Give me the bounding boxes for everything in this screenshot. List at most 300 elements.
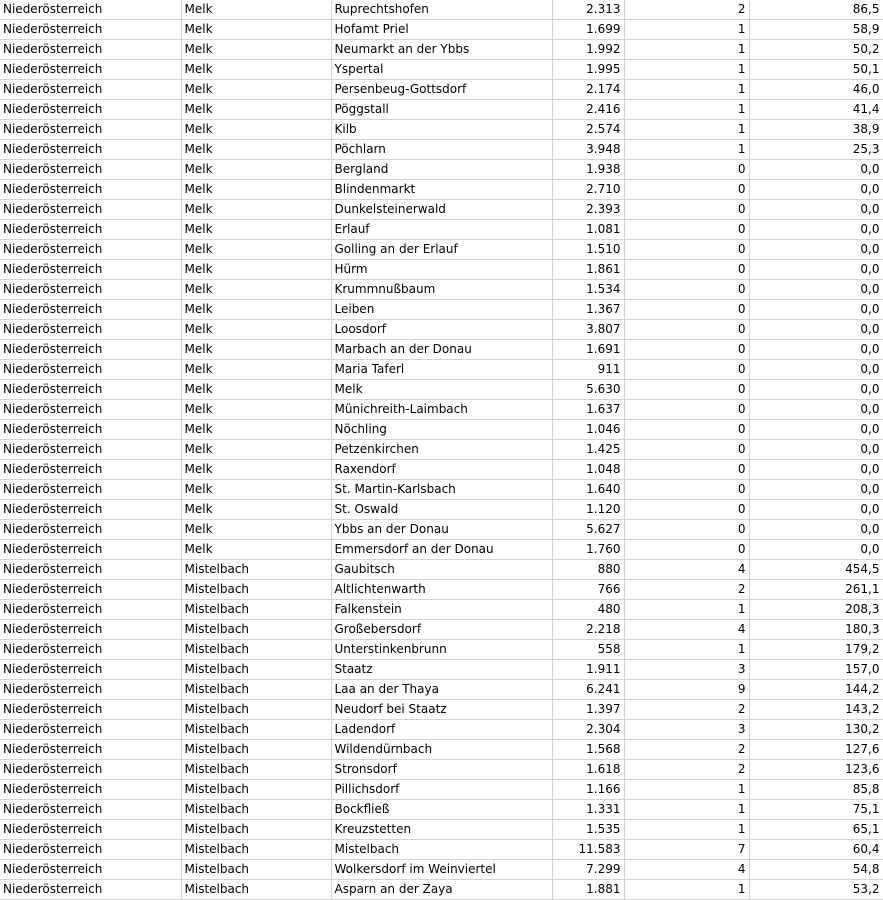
state-cell[interactable]: Niederösterreich	[0, 460, 181, 480]
table-row	[0, 340, 883, 360]
municipality-cell[interactable]: Hofamt Priel	[331, 20, 552, 40]
state-cell[interactable]: Niederösterreich	[0, 260, 181, 280]
district-cell[interactable]: Mistelbach	[181, 720, 331, 740]
state-cell[interactable]: Niederösterreich	[0, 180, 181, 200]
count-cell[interactable]: 0	[624, 360, 749, 380]
table-row	[0, 160, 883, 180]
count-cell[interactable]: 2	[624, 700, 749, 720]
count-cell[interactable]: 1	[624, 120, 749, 140]
state-cell[interactable]: Niederösterreich	[0, 0, 181, 20]
population-cell[interactable]: 7.299	[552, 860, 624, 880]
state-cell[interactable]: Niederösterreich	[0, 140, 181, 160]
table-row	[0, 580, 883, 600]
municipality-cell[interactable]: Krummnußbaum	[331, 280, 552, 300]
table-row	[0, 500, 883, 520]
table-row	[0, 220, 883, 240]
state-cell[interactable]: Niederösterreich	[0, 600, 181, 620]
municipality-cell[interactable]: Neudorf bei Staatz	[331, 700, 552, 720]
municipality-cell[interactable]: Dunkelsteinerwald	[331, 200, 552, 220]
state-cell[interactable]: Niederösterreich	[0, 520, 181, 540]
state-cell[interactable]: Niederösterreich	[0, 220, 181, 240]
district-cell[interactable]: Mistelbach	[181, 760, 331, 780]
district-cell[interactable]: Melk	[181, 240, 331, 260]
rate-cell[interactable]: 53,2	[749, 880, 883, 900]
district-cell[interactable]: Mistelbach	[181, 840, 331, 860]
municipality-cell[interactable]: Kreuzstetten	[331, 820, 552, 840]
population-cell[interactable]: 1.425	[552, 440, 624, 460]
state-cell[interactable]: Niederösterreich	[0, 120, 181, 140]
population-cell[interactable]: 2.218	[552, 620, 624, 640]
count-cell[interactable]: 0	[624, 380, 749, 400]
count-cell[interactable]: 0	[624, 260, 749, 280]
population-cell[interactable]: 2.574	[552, 120, 624, 140]
district-cell[interactable]: Melk	[181, 60, 331, 80]
count-cell[interactable]: 0	[624, 180, 749, 200]
count-cell[interactable]: 1	[624, 880, 749, 900]
municipality-cell[interactable]: Marbach an der Donau	[331, 340, 552, 360]
rate-cell[interactable]: 0,0	[749, 200, 883, 220]
municipality-cell[interactable]: Petzenkirchen	[331, 440, 552, 460]
municipality-cell[interactable]: Unterstinkenbrunn	[331, 640, 552, 660]
state-cell[interactable]: Niederösterreich	[0, 880, 181, 900]
population-cell[interactable]: 2.304	[552, 720, 624, 740]
municipality-cell[interactable]: St. Oswald	[331, 500, 552, 520]
municipality-cell[interactable]: Emmersdorf an der Donau	[331, 540, 552, 560]
population-cell[interactable]: 1.938	[552, 160, 624, 180]
population-cell[interactable]: 1.510	[552, 240, 624, 260]
population-cell[interactable]: 11.583	[552, 840, 624, 860]
state-cell[interactable]: Niederösterreich	[0, 60, 181, 80]
district-cell[interactable]: Melk	[181, 540, 331, 560]
state-cell[interactable]: Niederösterreich	[0, 320, 181, 340]
count-cell[interactable]: 0	[624, 220, 749, 240]
population-cell[interactable]: 6.241	[552, 680, 624, 700]
rate-cell[interactable]: 85,8	[749, 780, 883, 800]
table-row	[0, 200, 883, 220]
rate-cell[interactable]: 0,0	[749, 360, 883, 380]
rate-cell[interactable]: 0,0	[749, 320, 883, 340]
rate-cell[interactable]: 208,3	[749, 600, 883, 620]
count-cell[interactable]: 0	[624, 340, 749, 360]
count-cell[interactable]: 2	[624, 580, 749, 600]
count-cell[interactable]: 1	[624, 640, 749, 660]
state-cell[interactable]: Niederösterreich	[0, 340, 181, 360]
rate-cell[interactable]: 179,2	[749, 640, 883, 660]
table-row	[0, 380, 883, 400]
district-cell[interactable]: Melk	[181, 460, 331, 480]
count-cell[interactable]: 1	[624, 60, 749, 80]
state-cell[interactable]: Niederösterreich	[0, 860, 181, 880]
district-cell[interactable]: Melk	[181, 0, 331, 20]
district-cell[interactable]: Melk	[181, 260, 331, 280]
state-cell[interactable]: Niederösterreich	[0, 660, 181, 680]
population-cell[interactable]: 480	[552, 600, 624, 620]
municipality-cell[interactable]: Pillichsdorf	[331, 780, 552, 800]
district-cell[interactable]: Mistelbach	[181, 800, 331, 820]
district-cell[interactable]: Mistelbach	[181, 860, 331, 880]
district-cell[interactable]: Melk	[181, 280, 331, 300]
table-row	[0, 700, 883, 720]
municipality-cell[interactable]: Pöggstall	[331, 100, 552, 120]
count-cell[interactable]: 9	[624, 680, 749, 700]
rate-cell[interactable]: 0,0	[749, 340, 883, 360]
state-cell[interactable]: Niederösterreich	[0, 360, 181, 380]
population-cell[interactable]: 1.568	[552, 740, 624, 760]
rate-cell[interactable]: 130,2	[749, 720, 883, 740]
population-cell[interactable]: 2.393	[552, 200, 624, 220]
table-row	[0, 460, 883, 480]
count-cell[interactable]: 1	[624, 780, 749, 800]
population-cell[interactable]: 2.710	[552, 180, 624, 200]
rate-cell[interactable]: 261,1	[749, 580, 883, 600]
state-cell[interactable]: Niederösterreich	[0, 700, 181, 720]
count-cell[interactable]: 4	[624, 560, 749, 580]
rate-cell[interactable]: 0,0	[749, 520, 883, 540]
table-row	[0, 400, 883, 420]
count-cell[interactable]: 0	[624, 160, 749, 180]
rate-cell[interactable]: 0,0	[749, 160, 883, 180]
municipality-cell[interactable]: Ruprechtshofen	[331, 0, 552, 20]
state-cell[interactable]: Niederösterreich	[0, 780, 181, 800]
count-cell[interactable]: 0	[624, 400, 749, 420]
count-cell[interactable]: 2	[624, 740, 749, 760]
count-cell[interactable]: 1	[624, 800, 749, 820]
count-cell[interactable]: 1	[624, 140, 749, 160]
district-cell[interactable]: Mistelbach	[181, 600, 331, 620]
municipality-cell[interactable]: Ybbs an der Donau	[331, 520, 552, 540]
district-cell[interactable]: Melk	[181, 480, 331, 500]
population-cell[interactable]: 2.174	[552, 80, 624, 100]
municipality-cell[interactable]: St. Martin-Karlsbach	[331, 480, 552, 500]
state-cell[interactable]: Niederösterreich	[0, 680, 181, 700]
count-cell[interactable]: 0	[624, 460, 749, 480]
population-cell[interactable]: 1.992	[552, 40, 624, 60]
district-cell[interactable]: Melk	[181, 360, 331, 380]
table-row	[0, 180, 883, 200]
table-row	[0, 120, 883, 140]
rate-cell[interactable]: 0,0	[749, 180, 883, 200]
state-cell[interactable]: Niederösterreich	[0, 280, 181, 300]
count-cell[interactable]: 3	[624, 720, 749, 740]
count-cell[interactable]: 0	[624, 320, 749, 340]
state-cell[interactable]: Niederösterreich	[0, 760, 181, 780]
rate-cell[interactable]: 50,2	[749, 40, 883, 60]
municipality-cell[interactable]: Blindenmarkt	[331, 180, 552, 200]
district-cell[interactable]: Mistelbach	[181, 620, 331, 640]
population-cell[interactable]: 911	[552, 360, 624, 380]
district-cell[interactable]: Mistelbach	[181, 780, 331, 800]
state-cell[interactable]: Niederösterreich	[0, 800, 181, 820]
rate-cell[interactable]: 123,6	[749, 760, 883, 780]
rate-cell[interactable]: 144,2	[749, 680, 883, 700]
population-cell[interactable]: 2.313	[552, 0, 624, 20]
population-cell[interactable]: 1.881	[552, 880, 624, 900]
table-row	[0, 840, 883, 860]
rate-cell[interactable]: 180,3	[749, 620, 883, 640]
rate-cell[interactable]: 0,0	[749, 280, 883, 300]
population-cell[interactable]: 2.416	[552, 100, 624, 120]
count-cell[interactable]: 7	[624, 840, 749, 860]
count-cell[interactable]: 0	[624, 200, 749, 220]
rate-cell[interactable]: 0,0	[749, 240, 883, 260]
district-cell[interactable]: Mistelbach	[181, 660, 331, 680]
municipality-cell[interactable]: Bergland	[331, 160, 552, 180]
table-row	[0, 660, 883, 680]
table-row	[0, 240, 883, 260]
district-cell[interactable]: Melk	[181, 400, 331, 420]
state-cell[interactable]: Niederösterreich	[0, 840, 181, 860]
municipality-cell[interactable]: Wolkersdorf im Weinviertel	[331, 860, 552, 880]
district-cell[interactable]: Melk	[181, 420, 331, 440]
population-cell[interactable]: 1.081	[552, 220, 624, 240]
municipality-cell[interactable]: Mistelbach	[331, 840, 552, 860]
population-cell[interactable]: 1.048	[552, 460, 624, 480]
state-cell[interactable]: Niederösterreich	[0, 100, 181, 120]
state-cell[interactable]: Niederösterreich	[0, 500, 181, 520]
municipality-cell[interactable]: Asparn an der Zaya	[331, 880, 552, 900]
district-cell[interactable]: Melk	[181, 220, 331, 240]
municipality-cell[interactable]: Kilb	[331, 120, 552, 140]
municipality-cell[interactable]: Melk	[331, 380, 552, 400]
count-cell[interactable]: 0	[624, 300, 749, 320]
state-cell[interactable]: Niederösterreich	[0, 300, 181, 320]
district-cell[interactable]: Melk	[181, 300, 331, 320]
rate-cell[interactable]: 0,0	[749, 480, 883, 500]
district-cell[interactable]: Mistelbach	[181, 560, 331, 580]
table-row	[0, 80, 883, 100]
population-cell[interactable]: 5.630	[552, 380, 624, 400]
district-cell[interactable]: Melk	[181, 180, 331, 200]
district-cell[interactable]: Melk	[181, 320, 331, 340]
municipality-cell[interactable]: Falkenstein	[331, 600, 552, 620]
population-cell[interactable]: 1.995	[552, 60, 624, 80]
population-cell[interactable]: 880	[552, 560, 624, 580]
district-cell[interactable]: Melk	[181, 40, 331, 60]
population-cell[interactable]: 1.861	[552, 260, 624, 280]
table-row	[0, 640, 883, 660]
district-cell[interactable]: Melk	[181, 20, 331, 40]
municipality-cell[interactable]: Persenbeug-Gottsdorf	[331, 80, 552, 100]
municipality-cell[interactable]: Erlauf	[331, 220, 552, 240]
rate-cell[interactable]: 0,0	[749, 400, 883, 420]
state-cell[interactable]: Niederösterreich	[0, 160, 181, 180]
rate-cell[interactable]: 0,0	[749, 540, 883, 560]
count-cell[interactable]: 0	[624, 480, 749, 500]
municipality-cell[interactable]: Altlichtenwarth	[331, 580, 552, 600]
count-cell[interactable]: 2	[624, 760, 749, 780]
table-row	[0, 880, 883, 900]
count-cell[interactable]: 0	[624, 420, 749, 440]
municipality-cell[interactable]: Golling an der Erlauf	[331, 240, 552, 260]
municipality-cell[interactable]: Münichreith-Laimbach	[331, 400, 552, 420]
rate-cell[interactable]: 0,0	[749, 440, 883, 460]
count-cell[interactable]: 1	[624, 820, 749, 840]
municipality-cell[interactable]: Großebersdorf	[331, 620, 552, 640]
state-cell[interactable]: Niederösterreich	[0, 560, 181, 580]
municipality-cell[interactable]: Pöchlarn	[331, 140, 552, 160]
state-cell[interactable]: Niederösterreich	[0, 540, 181, 560]
population-cell[interactable]: 1.637	[552, 400, 624, 420]
municipality-cell[interactable]: Wildendürnbach	[331, 740, 552, 760]
rate-cell[interactable]: 0,0	[749, 300, 883, 320]
municipality-cell[interactable]: Hürm	[331, 260, 552, 280]
state-cell[interactable]: Niederösterreich	[0, 240, 181, 260]
district-cell[interactable]: Mistelbach	[181, 580, 331, 600]
rate-cell[interactable]: 0,0	[749, 260, 883, 280]
count-cell[interactable]: 1	[624, 600, 749, 620]
population-cell[interactable]: 5.627	[552, 520, 624, 540]
table-row	[0, 40, 883, 60]
population-cell[interactable]: 1.331	[552, 800, 624, 820]
population-cell[interactable]: 3.948	[552, 140, 624, 160]
rate-cell[interactable]: 0,0	[749, 420, 883, 440]
district-cell[interactable]: Melk	[181, 340, 331, 360]
population-cell[interactable]: 1.535	[552, 820, 624, 840]
state-cell[interactable]: Niederösterreich	[0, 580, 181, 600]
rate-cell[interactable]: 0,0	[749, 460, 883, 480]
rate-cell[interactable]: 0,0	[749, 380, 883, 400]
population-cell[interactable]: 558	[552, 640, 624, 660]
district-cell[interactable]: Melk	[181, 200, 331, 220]
district-cell[interactable]: Mistelbach	[181, 640, 331, 660]
rate-cell[interactable]: 41,4	[749, 100, 883, 120]
district-cell[interactable]: Mistelbach	[181, 880, 331, 900]
district-cell[interactable]: Melk	[181, 440, 331, 460]
population-cell[interactable]: 1.911	[552, 660, 624, 680]
table-row	[0, 420, 883, 440]
rate-cell[interactable]: 454,5	[749, 560, 883, 580]
state-cell[interactable]: Niederösterreich	[0, 440, 181, 460]
rate-cell[interactable]: 60,4	[749, 840, 883, 860]
count-cell[interactable]: 1	[624, 100, 749, 120]
count-cell[interactable]: 3	[624, 660, 749, 680]
rate-cell[interactable]: 157,0	[749, 660, 883, 680]
district-cell[interactable]: Melk	[181, 160, 331, 180]
district-cell[interactable]: Melk	[181, 380, 331, 400]
rate-cell[interactable]: 46,0	[749, 80, 883, 100]
district-cell[interactable]: Melk	[181, 500, 331, 520]
district-cell[interactable]: Mistelbach	[181, 700, 331, 720]
count-cell[interactable]: 1	[624, 20, 749, 40]
table-row	[0, 600, 883, 620]
municipality-cell[interactable]: Neumarkt an der Ybbs	[331, 40, 552, 60]
population-cell[interactable]: 3.807	[552, 320, 624, 340]
count-cell[interactable]: 4	[624, 620, 749, 640]
municipality-cell[interactable]: Gaubitsch	[331, 560, 552, 580]
district-cell[interactable]: Melk	[181, 120, 331, 140]
table-row	[0, 320, 883, 340]
count-cell[interactable]: 0	[624, 440, 749, 460]
rate-cell[interactable]: 54,8	[749, 860, 883, 880]
municipality-cell[interactable]: Yspertal	[331, 60, 552, 80]
state-cell[interactable]: Niederösterreich	[0, 740, 181, 760]
state-cell[interactable]: Niederösterreich	[0, 40, 181, 60]
rate-cell[interactable]: 58,9	[749, 20, 883, 40]
municipality-cell[interactable]: Nöchling	[331, 420, 552, 440]
table-row	[0, 140, 883, 160]
population-cell[interactable]: 1.534	[552, 280, 624, 300]
population-cell[interactable]: 1.699	[552, 20, 624, 40]
table-row	[0, 440, 883, 460]
table-row	[0, 280, 883, 300]
table-row	[0, 820, 883, 840]
table-row	[0, 540, 883, 560]
table-row	[0, 560, 883, 580]
municipality-cell[interactable]: Stronsdorf	[331, 760, 552, 780]
municipality-cell[interactable]: Raxendorf	[331, 460, 552, 480]
count-cell[interactable]: 4	[624, 860, 749, 880]
state-cell[interactable]: Niederösterreich	[0, 620, 181, 640]
count-cell[interactable]: 1	[624, 40, 749, 60]
population-cell[interactable]: 1.046	[552, 420, 624, 440]
rate-cell[interactable]: 0,0	[749, 500, 883, 520]
state-cell[interactable]: Niederösterreich	[0, 420, 181, 440]
rate-cell[interactable]: 86,5	[749, 0, 883, 20]
count-cell[interactable]: 0	[624, 520, 749, 540]
municipality-cell[interactable]: Leiben	[331, 300, 552, 320]
count-cell[interactable]: 0	[624, 280, 749, 300]
district-cell[interactable]: Mistelbach	[181, 740, 331, 760]
count-cell[interactable]: 0	[624, 240, 749, 260]
rate-cell[interactable]: 65,1	[749, 820, 883, 840]
population-cell[interactable]: 1.367	[552, 300, 624, 320]
population-cell[interactable]: 1.618	[552, 760, 624, 780]
population-cell[interactable]: 1.640	[552, 480, 624, 500]
population-cell[interactable]: 1.691	[552, 340, 624, 360]
state-cell[interactable]: Niederösterreich	[0, 400, 181, 420]
district-cell[interactable]: Mistelbach	[181, 820, 331, 840]
municipality-cell[interactable]: Maria Taferl	[331, 360, 552, 380]
population-cell[interactable]: 766	[552, 580, 624, 600]
table-row	[0, 740, 883, 760]
state-cell[interactable]: Niederösterreich	[0, 380, 181, 400]
population-cell[interactable]: 1.120	[552, 500, 624, 520]
state-cell[interactable]: Niederösterreich	[0, 480, 181, 500]
state-cell[interactable]: Niederösterreich	[0, 720, 181, 740]
municipality-cell[interactable]: Staatz	[331, 660, 552, 680]
rate-cell[interactable]: 50,1	[749, 60, 883, 80]
municipality-cell[interactable]: Laa an der Thaya	[331, 680, 552, 700]
district-cell[interactable]: Melk	[181, 140, 331, 160]
count-cell[interactable]: 0	[624, 540, 749, 560]
state-cell[interactable]: Niederösterreich	[0, 640, 181, 660]
rate-cell[interactable]: 38,9	[749, 120, 883, 140]
district-cell[interactable]: Melk	[181, 100, 331, 120]
district-cell[interactable]: Melk	[181, 80, 331, 100]
state-cell[interactable]: Niederösterreich	[0, 80, 181, 100]
rate-cell[interactable]: 143,2	[749, 700, 883, 720]
state-cell[interactable]: Niederösterreich	[0, 200, 181, 220]
municipality-cell[interactable]: Loosdorf	[331, 320, 552, 340]
rate-cell[interactable]: 25,3	[749, 140, 883, 160]
count-cell[interactable]: 1	[624, 80, 749, 100]
municipality-cell[interactable]: Ladendorf	[331, 720, 552, 740]
count-cell[interactable]: 0	[624, 500, 749, 520]
count-cell[interactable]: 2	[624, 0, 749, 20]
rate-cell[interactable]: 127,6	[749, 740, 883, 760]
rate-cell[interactable]: 75,1	[749, 800, 883, 820]
population-cell[interactable]: 1.166	[552, 780, 624, 800]
municipality-cell[interactable]: Bockfließ	[331, 800, 552, 820]
population-cell[interactable]: 1.397	[552, 700, 624, 720]
table-row	[0, 480, 883, 500]
state-cell[interactable]: Niederösterreich	[0, 20, 181, 40]
district-cell[interactable]: Mistelbach	[181, 680, 331, 700]
population-cell[interactable]: 1.760	[552, 540, 624, 560]
district-cell[interactable]: Melk	[181, 520, 331, 540]
state-cell[interactable]: Niederösterreich	[0, 820, 181, 840]
rate-cell[interactable]: 0,0	[749, 220, 883, 240]
